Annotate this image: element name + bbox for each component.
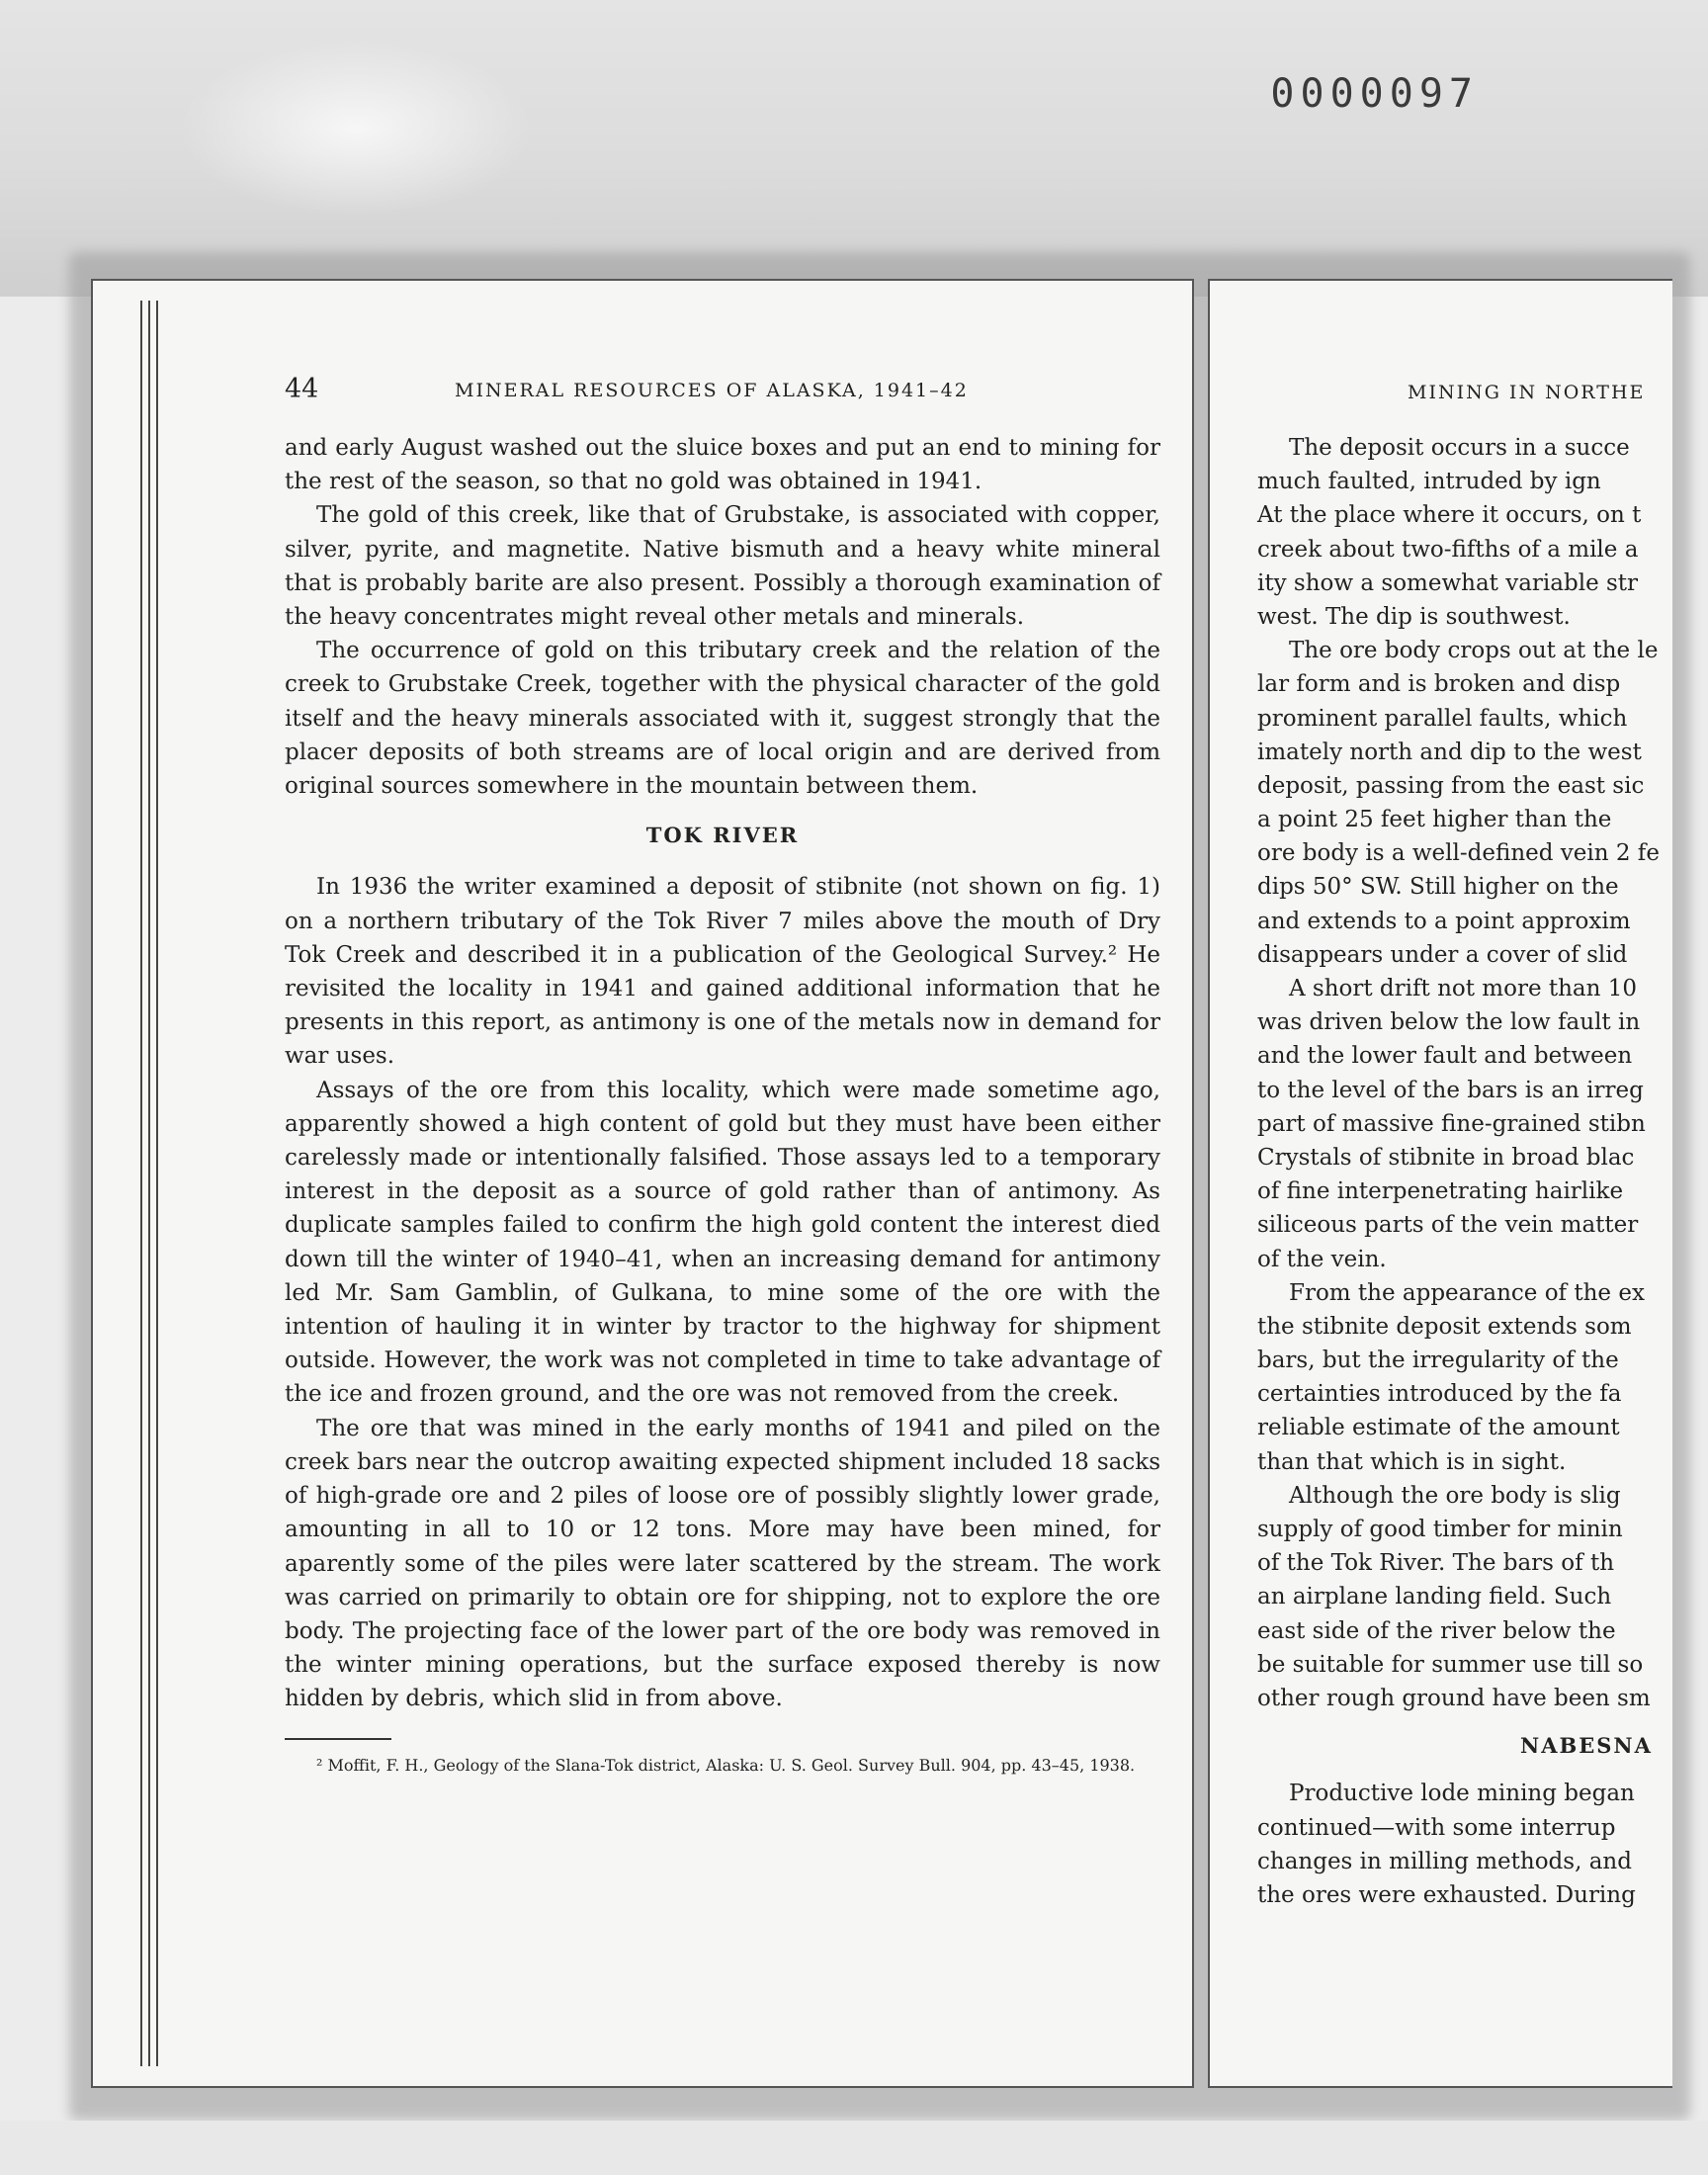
right-text-line: reliable estimate of the amount [1257,1415,1620,1441]
binding-line [148,301,150,2066]
paragraph: Assays of the ore from this locality, which were made sometime ago, apparently showed a high content of gold but they must have been either carelessly made or intentionally falsified. Those assays led to a temporary interest in the deposit as a source of gold rather than of antimony. As duplicate samples failed to confirm the high gold content the interest died down till the winter of 1940–41, when an increasing demand for antimony led Mr. Sam Gamblin, of Gulkana, to mine some of the ore with the intention of hauling it in winter by tractor to the highway for shipment outside. However, the work was not completed in time to take advantage of the ice and frozen ground, and the ore was not removed from the creek. [285,1077,1160,1408]
right-text-line: other rough ground have been sm [1257,1685,1651,1711]
right-text-line: east side of the river below the [1257,1617,1616,1644]
scan-smudge [178,40,534,218]
right-text-line: certainties introduced by the fa [1257,1381,1622,1408]
paragraph: The gold of this creek, like that of Grubstake, is associated with copper, silver, pyrite, and magnetite. Native bismuth and a heavy white mineral that is probably barite are also present. Possibly a thorough examination of the heavy concentrates might reveal other metals and minerals. [285,502,1160,631]
right-text-line: dips 50° SW. Still higher on the [1257,874,1619,901]
binding-line [140,301,142,2066]
right-text-line: to the level of the bars is an irreg [1257,1077,1644,1103]
right-page [1208,279,1672,2088]
paragraph: The ore that was mined in the early months of 1941 and piled on the creek bars near the outcrop awaiting expected shipment included 18 sacks of high-grade ore and 2 piles of loose ore of possibly slightly lower grade, amounting in all to 10 or 12 tons. More may have been mined, for aparently some of the piles were later scattered by the stream. The work was carried on primarily to obtain ore for shipping, not to explore the ore body. The projecting face of the lower part of the ore body was removed in the winter mining operations, but the surface exposed thereby is now hidden by debris, which slid in from above. [285,1415,1160,1712]
right-text-line: of the Tok River. The bars of th [1257,1550,1615,1577]
binding-line [156,301,158,2066]
footnote-rule [285,1738,391,1740]
right-text-line: of fine interpenetrating hairlike [1257,1178,1624,1205]
right-text-line: bars, but the irregularity of the [1257,1348,1619,1374]
right-text-line: the stibnite deposit extends som [1257,1313,1632,1340]
paragraph: In 1936 the writer examined a deposit of stibnite (not shown on fig. 1) on a northern tributary of the Tok River 7 miles above the mouth of Dry Tok Creek and described it in a publication of the Geological Survey.² He revisited the locality in 1941 and gained additional information that he presents in this report, as antimony is one of the metals now in demand for war uses. [285,874,1160,1070]
footnote: ² Moffit, F. H., Geology of the Slana-Tok district, Alaska: U. S. Geol. Survey Bull. 904, pp. 43–45, 1938. [316,1755,1136,1775]
right-text-line: changes in milling methods, and [1257,1848,1632,1874]
right-text-line: a point 25 feet higher than the [1257,807,1612,833]
scan-background-bottom [0,2121,1708,2175]
right-text-line: than that which is in sight. [1257,1448,1567,1475]
right-text-line: At the place where it occurs, on t [1257,502,1642,529]
right-text-line: Crystals of stibnite in broad blac [1257,1144,1635,1171]
right-text-line: continued—with some interrup [1257,1814,1616,1841]
right-text-line: ore body is a well-defined vein 2 fe [1257,840,1660,867]
right-text-line: was driven below the low fault in [1257,1009,1641,1036]
right-text-line: part of massive fine-grained stibn [1257,1110,1646,1137]
right-running-head: MINING IN NORTHE [1408,382,1646,403]
right-text-line: creek about two-fifths of a mile a [1257,536,1639,563]
right-text-line: The deposit occurs in a succe [1289,435,1630,461]
right-section-heading: NABESNA [1520,1733,1653,1759]
right-text-line: and the lower fault and between [1257,1043,1633,1070]
right-text-line: be suitable for summer use till so [1257,1651,1644,1678]
right-text-line: supply of good timber for minin [1257,1517,1623,1542]
right-text-line: of the vein. [1257,1246,1387,1272]
running-head: MINERAL RESOURCES OF ALASKA, 1941–42 [455,380,969,401]
right-text-line: and extends to a point approxim [1257,908,1631,934]
right-text-line: deposit, passing from the east sic [1257,772,1645,799]
right-text-line: disappears under a cover of slid [1257,941,1628,968]
paragraph: and early August washed out the sluice boxes and put an end to mining for the rest of the season, so that no gold was obtained in 1941. [285,435,1160,495]
right-text-line: A short drift not more than 10 [1289,976,1638,1001]
right-text-line: From the appearance of the ex [1289,1279,1645,1306]
paragraph: The occurrence of gold on this tributary creek and the relation of the creek to Grubstake Creek, together with the physical character of the gold itself and the heavy minerals associated with it, suggest strongly that the placer deposits of both streams are of local origin and are derived from original sources somewhere in the mountain between them. [285,638,1160,800]
page-number: 44 [285,374,319,404]
right-text-line: Although the ore body is slig [1289,1482,1621,1509]
right-text-line: ity show a somewhat variable str [1257,569,1639,596]
right-text-line: west. The dip is southwest. [1257,603,1571,630]
section-heading: TOK RIVER [645,823,800,848]
right-text-line: Productive lode mining began [1289,1781,1635,1807]
left-page-body [285,431,1160,1778]
right-text-line: prominent parallel faults, which [1257,705,1628,732]
right-text-line: lar form and is broken and disp [1257,671,1621,698]
right-text-line: an airplane landing field. Such [1257,1584,1612,1610]
right-text-line: siliceous parts of the vein matter [1257,1212,1639,1239]
right-text-line: The ore body crops out at the le [1289,638,1659,664]
right-text-line: much faulted, intruded by ign [1257,469,1601,495]
right-text-line: the ores were exhausted. During [1257,1881,1636,1908]
right-text-line: imately north and dip to the west [1257,739,1642,765]
document-number-stamp: 0000097 [1270,71,1479,117]
